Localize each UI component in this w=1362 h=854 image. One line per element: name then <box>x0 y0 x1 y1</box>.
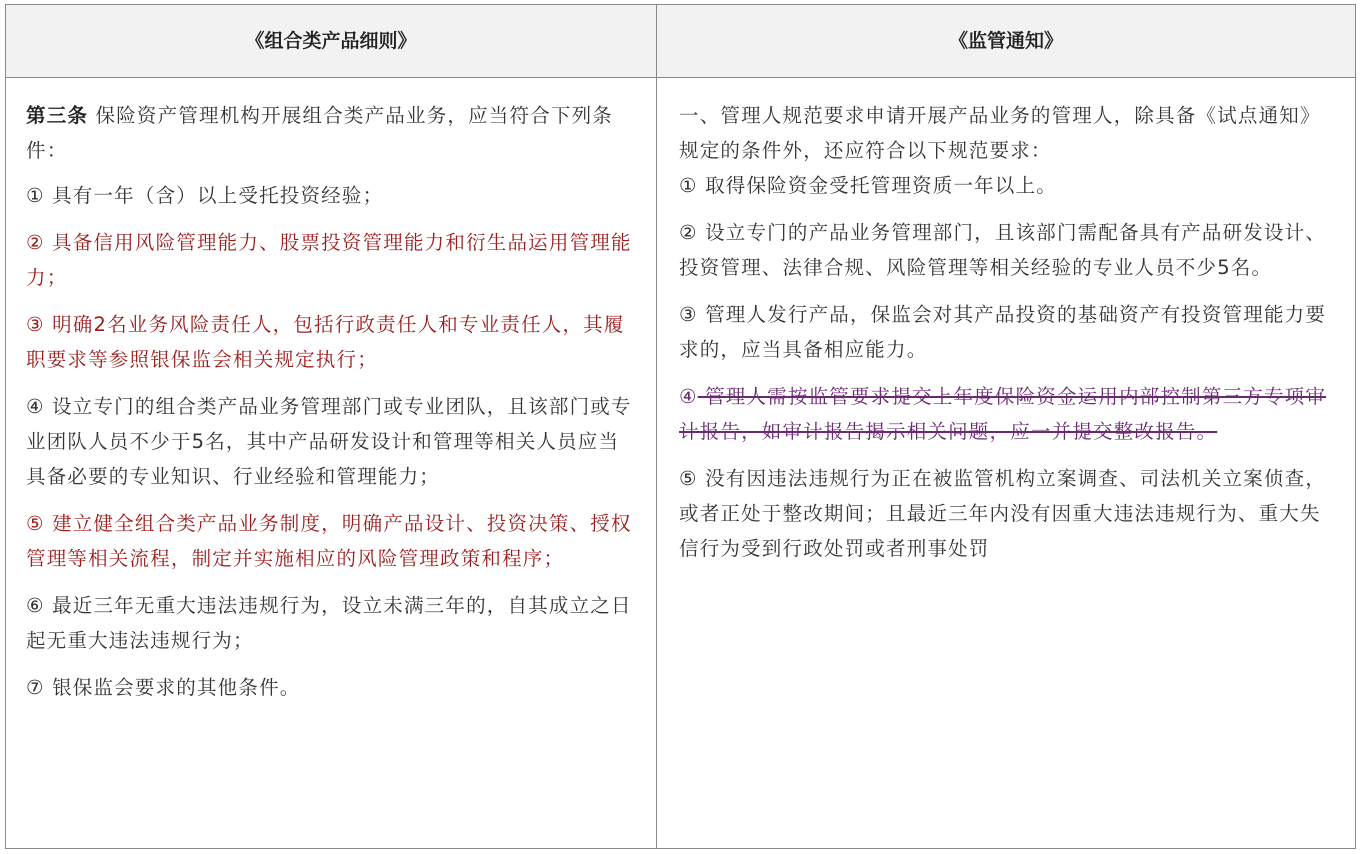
right-intro: 一、管理人规范要求申请开展产品业务的管理人，除具备《试点通知》规定的条件外，还应符合以下规范要求： <box>679 104 1321 162</box>
struck-marker: ④ <box>679 385 698 408</box>
left-column <box>6 78 656 848</box>
right-column <box>657 78 1355 848</box>
article-label: 第三条 <box>26 104 89 127</box>
left-item-1: ① 具有一年（含）以上受托投资经验； <box>26 184 384 207</box>
header-right-title: 《监管通知》 <box>948 30 1063 52</box>
right-item-4-struck <box>679 379 1335 449</box>
struck-text: 管理人需按监管要求提交上年度保险资金运用内部控制第三方专项审计报告，如审计报告揭示相关问题，应一并提交整改报告。 <box>679 385 1327 443</box>
left-item-7: ⑦ 银保监会要求的其他条件。 <box>26 676 301 699</box>
comparison-table <box>5 4 1356 849</box>
left-intro <box>26 98 636 168</box>
table-header-row <box>6 5 1355 78</box>
left-intro-text: 保险资产管理机构开展组合类产品业务，应当符合下列条件： <box>26 104 614 162</box>
header-left-title: 《组合类产品细则》 <box>245 30 417 52</box>
left-item-6: ⑥ 最近三年无重大违法违规行为，设立未满三年的，自其成立之日起无重大违法违规行为； <box>26 594 632 652</box>
right-item-2: ② 设立专门的产品业务管理部门，且该部门需配备具有产品研发设计、投资管理、法律合规、风险管理等相关经验的专业人员不少5名。 <box>679 221 1327 279</box>
left-item-2: ② 具备信用风险管理能力、股票投资管理能力和衍生品运用管理能力； <box>26 231 632 289</box>
left-item-3: ③ 明确2名业务风险责任人，包括行政责任人和专业责任人，其履职要求等参照银保监会相关规定执行； <box>26 313 625 371</box>
left-item-4: ④ 设立专门的组合类产品业务管理部门或专业团队，且该部门或专业团队人员不少于5名，其中产品研发设计和管理等相关人员应当具备必要的专业知识、行业经验和管理能力； <box>26 395 632 488</box>
left-item-5: ⑤ 建立健全组合类产品业务制度，明确产品设计、投资决策、授权管理等相关流程，制定并实施相应的风险管理政策和程序； <box>26 512 632 570</box>
right-item-5: ⑤ 没有因违法违规行为正在被监管机构立案调查、司法机关立案侦查，或者正处于整改期间；且最近三年内没有因重大违法违规行为、重大失信行为受到行政处罚或者刑事处罚 <box>679 467 1327 560</box>
right-item-3: ③ 管理人发行产品，保监会对其产品投资的基础资产有投资管理能力要求的，应当具备相应能力。 <box>679 303 1327 361</box>
right-item-1: ① 取得保险资金受托管理资质一年以上。 <box>679 174 1057 197</box>
